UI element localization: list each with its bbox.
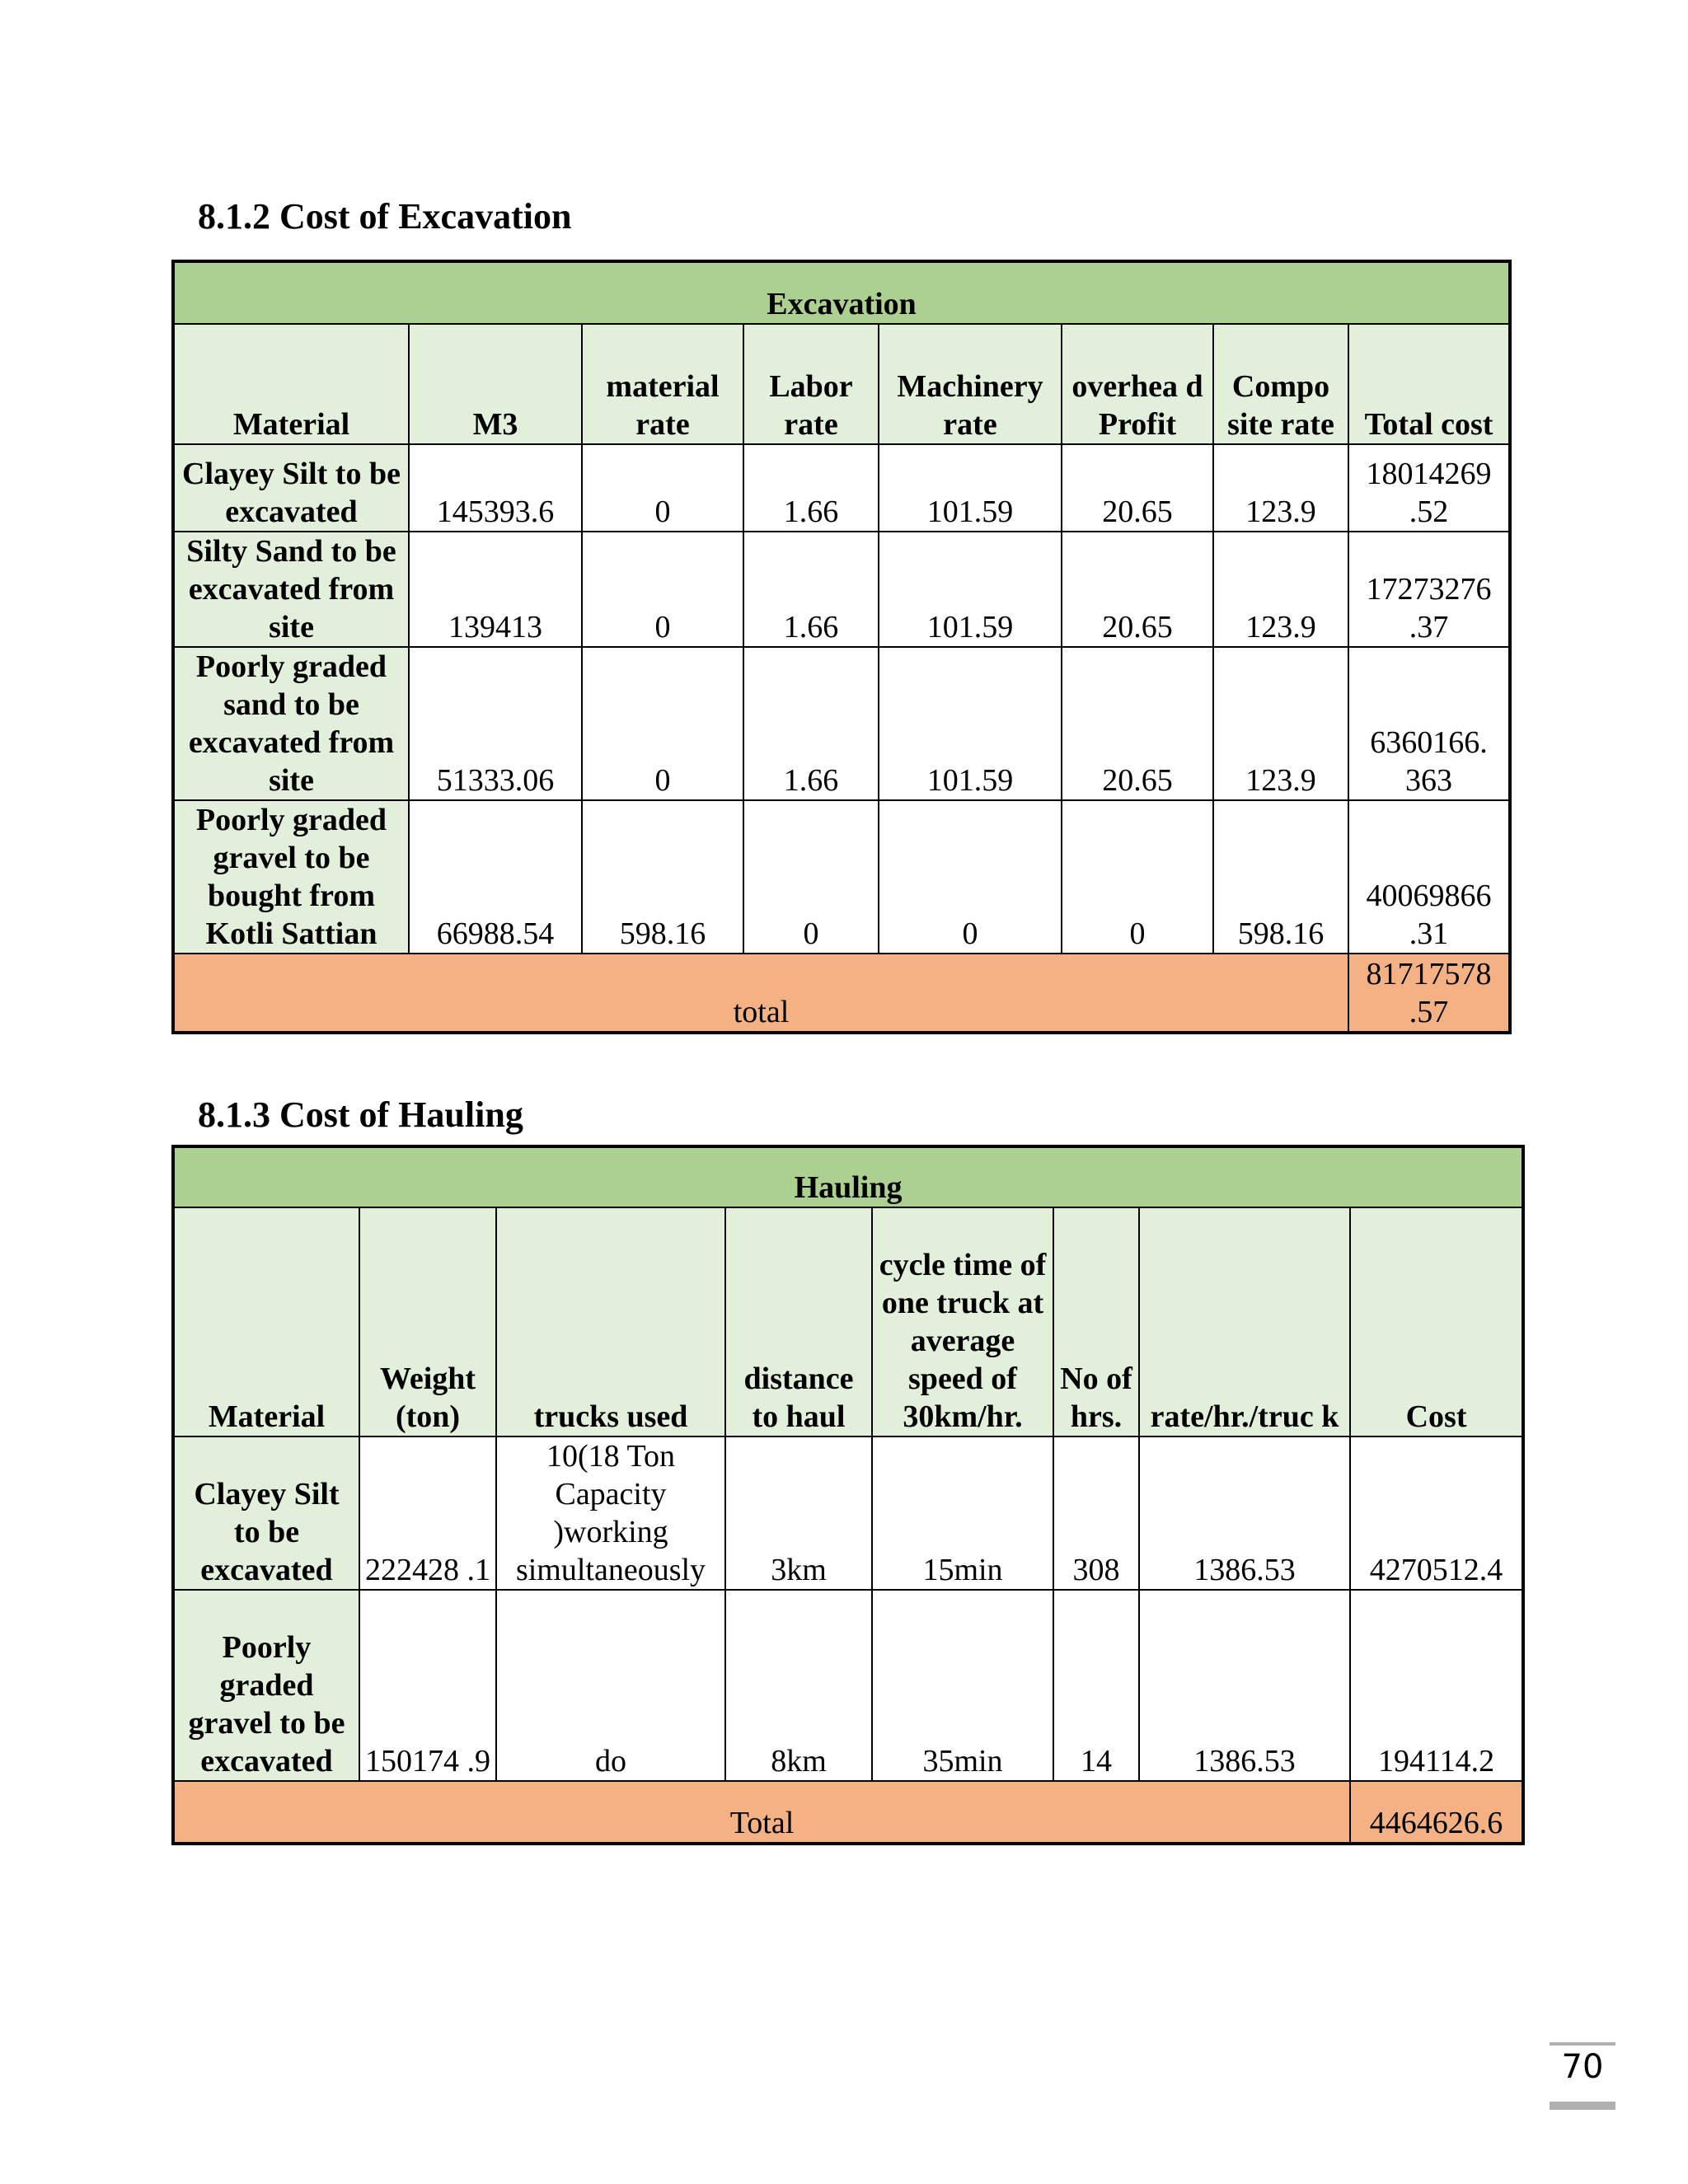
cell-weight: 222428 .1 [359, 1436, 496, 1590]
cell-composite-rate: 123.9 [1213, 532, 1348, 647]
hauling-table-title: Hauling [173, 1146, 1523, 1207]
cell-weight: 150174 .9 [359, 1590, 496, 1781]
excavation-total-value: 81717578 .57 [1348, 954, 1510, 1033]
cell-material-rate: 0 [582, 444, 743, 532]
page-number: 70 [1561, 2048, 1604, 2086]
excavation-table-title: Excavation [173, 261, 1510, 324]
header-material: Material [173, 324, 409, 444]
header-rate: rate/hr./truc k [1139, 1207, 1350, 1436]
cell-total-cost: 17273276 .37 [1348, 532, 1510, 647]
cell-trucks-used: do [496, 1590, 725, 1781]
hauling-heading: 8.1.3 Cost of Hauling [198, 1094, 523, 1135]
header-cycle-time: cycle time of one truck at average speed of 30km/hr. [872, 1207, 1053, 1436]
cell-machinery-rate: 101.59 [879, 444, 1062, 532]
page-number-rule-top [1550, 2042, 1615, 2046]
excavation-heading: 8.1.2 Cost of Excavation [198, 196, 572, 237]
cell-material-rate: 0 [582, 532, 743, 647]
header-cost: Cost [1350, 1207, 1523, 1436]
table-row [173, 1436, 1523, 1590]
cell-m3: 51333.06 [409, 647, 582, 800]
cell-overhead-profit: 20.65 [1062, 444, 1213, 532]
cell-composite-rate: 123.9 [1213, 647, 1348, 800]
cell-distance: 8km [725, 1590, 872, 1781]
table-row [173, 532, 1510, 647]
cell-cycle-time: 15min [872, 1436, 1053, 1590]
cell-labor-rate: 0 [743, 800, 879, 954]
cell-material-rate: 0 [582, 647, 743, 800]
cell-no-of-hrs: 14 [1053, 1590, 1139, 1781]
cell-material: Poorly graded gravel to be excavated [173, 1590, 359, 1781]
header-trucks-used: trucks used [496, 1207, 725, 1436]
cell-overhead-profit: 0 [1062, 800, 1213, 954]
hauling-table [171, 1145, 1525, 1845]
table-row [173, 1590, 1523, 1781]
table-row [173, 444, 1510, 532]
excavation-table [171, 260, 1512, 1034]
cell-machinery-rate: 101.59 [879, 647, 1062, 800]
cell-m3: 145393.6 [409, 444, 582, 532]
table-row [173, 647, 1510, 800]
header-overhead-profit: overhea d Profit [1062, 324, 1213, 444]
cell-material: Silty Sand to be excavated from site [173, 532, 409, 647]
cell-rate: 1386.53 [1139, 1590, 1350, 1781]
cell-m3: 139413 [409, 532, 582, 647]
cell-machinery-rate: 101.59 [879, 532, 1062, 647]
hauling-total-value: 4464626.6 [1350, 1781, 1523, 1844]
table-row [173, 800, 1510, 954]
cell-cost: 4270512.4 [1350, 1436, 1523, 1590]
header-no-of-hrs: No of hrs. [1053, 1207, 1139, 1436]
page-number-rule-bottom [1550, 2102, 1615, 2110]
cell-material-rate: 598.16 [582, 800, 743, 954]
header-material-rate: material rate [582, 324, 743, 444]
cell-total-cost: 40069866 .31 [1348, 800, 1510, 954]
cell-labor-rate: 1.66 [743, 532, 879, 647]
header-weight: Weight (ton) [359, 1207, 496, 1436]
cell-material: Clayey Silt to be excavated [173, 444, 409, 532]
cell-rate: 1386.53 [1139, 1436, 1350, 1590]
cell-overhead-profit: 20.65 [1062, 532, 1213, 647]
cell-labor-rate: 1.66 [743, 647, 879, 800]
cell-total-cost: 18014269 .52 [1348, 444, 1510, 532]
cell-material: Poorly graded gravel to be bought from Kotli Sattian [173, 800, 409, 954]
cell-material: Clayey Silt to be excavated [173, 1436, 359, 1590]
cell-material: Poorly graded sand to be excavated from site [173, 647, 409, 800]
cell-distance: 3km [725, 1436, 872, 1590]
cell-overhead-profit: 20.65 [1062, 647, 1213, 800]
header-m3: M3 [409, 324, 582, 444]
cell-cost: 194114.2 [1350, 1590, 1523, 1781]
cell-trucks-used: 10(18 Ton Capacity )working simultaneously [496, 1436, 725, 1590]
header-material: Material [173, 1207, 359, 1436]
header-machinery-rate: Machinery rate [879, 324, 1062, 444]
header-total-cost: Total cost [1348, 324, 1510, 444]
hauling-total-label: Total [173, 1781, 1350, 1844]
header-distance: distance to haul [725, 1207, 872, 1436]
cell-composite-rate: 598.16 [1213, 800, 1348, 954]
header-labor-rate: Labor rate [743, 324, 879, 444]
cell-machinery-rate: 0 [879, 800, 1062, 954]
cell-labor-rate: 1.66 [743, 444, 879, 532]
cell-composite-rate: 123.9 [1213, 444, 1348, 532]
cell-m3: 66988.54 [409, 800, 582, 954]
cell-cycle-time: 35min [872, 1590, 1053, 1781]
header-composite-rate: Compo site rate [1213, 324, 1348, 444]
excavation-total-label: total [173, 954, 1348, 1033]
cell-no-of-hrs: 308 [1053, 1436, 1139, 1590]
cell-total-cost: 6360166. 363 [1348, 647, 1510, 800]
